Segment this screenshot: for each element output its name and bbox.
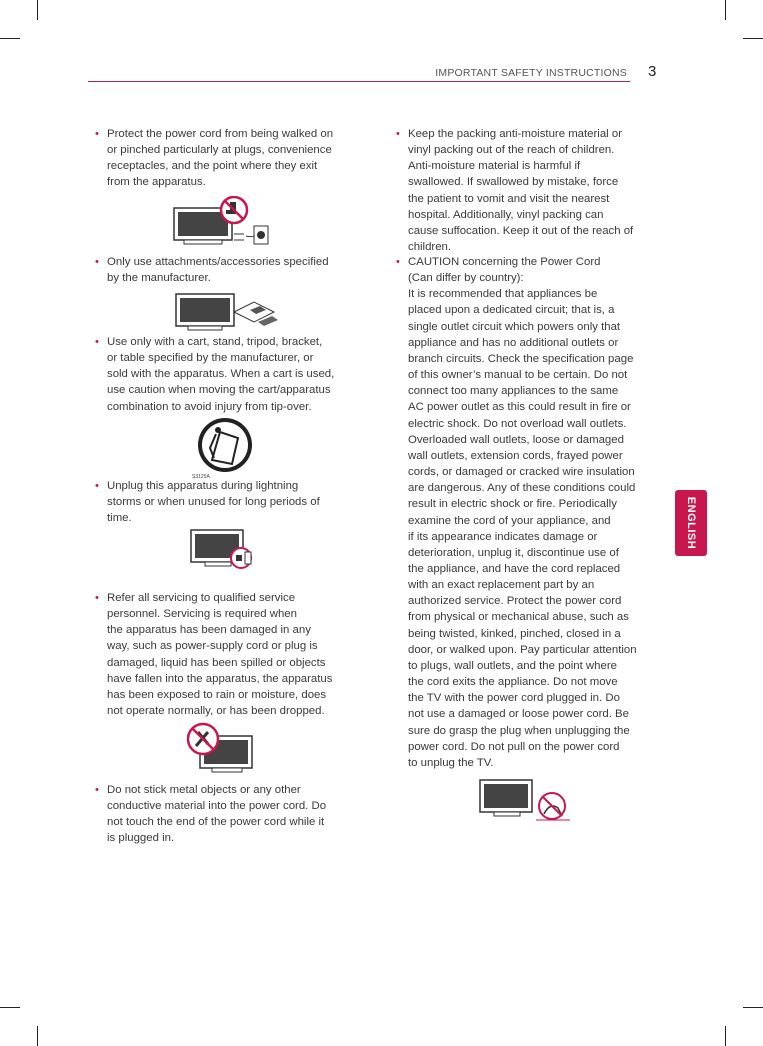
crop-mark xyxy=(37,1026,38,1046)
text-line: by the manufacturer. xyxy=(107,272,211,285)
right-column-bullet-item xyxy=(396,254,668,771)
text-line: It is recommended that appliances be xyxy=(408,288,598,301)
bullet-icon: • xyxy=(95,480,99,492)
text-line: Overloaded wall outlets, loose or damaged xyxy=(408,433,624,446)
left-column-bullet-item xyxy=(95,334,367,415)
text-line: result in electric shock or fire. Periodically xyxy=(408,498,617,511)
text-line: from the apparatus. xyxy=(107,176,206,189)
text-line: the patient to vomit and visit the nearest xyxy=(408,192,610,205)
text-line: AC power outlet as this could result in fire or xyxy=(408,401,631,414)
crop-mark xyxy=(37,0,38,20)
language-tab-label: ENGLISH xyxy=(685,496,697,550)
crop-mark xyxy=(0,38,20,39)
text-line: authorized service. Protect the power cord xyxy=(408,595,622,608)
text-line: if its appearance indicates damage or xyxy=(408,530,598,543)
text-line: the TV with the power cord plugged in. Do xyxy=(408,692,620,705)
tv-power-cord-illustration xyxy=(172,196,277,248)
left-column-bullet-item xyxy=(95,126,367,191)
text-line: door, or walked upon. Pay particular attention xyxy=(408,643,637,656)
text-line: wall outlets, extension cords, frayed power xyxy=(408,449,623,462)
text-line: to plugs, wall outlets, and the point where xyxy=(408,659,617,672)
text-line: has been exposed to rain or moisture, does xyxy=(107,688,327,701)
left-column-bullet-item xyxy=(95,254,367,286)
text-line: sure do grasp the plug when unplugging the xyxy=(408,724,630,737)
header-rule xyxy=(88,81,630,82)
crop-mark xyxy=(725,1026,726,1046)
text-line: Use only with a cart, stand, tripod, bracket, xyxy=(107,336,323,348)
text-line: storms or when unused for long periods of xyxy=(107,496,320,509)
tv-power-cord-caution-illustration xyxy=(478,778,572,824)
text-line: connect too many appliances to the same xyxy=(408,385,619,398)
bullet-icon: • xyxy=(95,784,99,796)
bullet-icon: • xyxy=(95,592,99,604)
text-line: hospital. Additionally, vinyl packing can xyxy=(408,208,604,221)
text-line: cause suffocation. Keep it out of the reach of xyxy=(408,224,634,237)
text-line: vinyl packing out of the reach of children. xyxy=(408,144,615,157)
text-line: from physical or mechanical abuse, such as xyxy=(408,611,629,624)
text-line: Do not stick metal objects or any other xyxy=(107,784,301,796)
text-line: being twisted, kinked, pinched, closed in a xyxy=(408,627,621,640)
text-line: not touch the end of the power cord while it xyxy=(107,816,325,829)
text-line: Keep the packing anti-moisture material or xyxy=(408,128,622,140)
text-line: placed upon a dedicated circuit; that is, a xyxy=(408,304,615,317)
text-line: Unplug this apparatus during lightning xyxy=(107,480,299,492)
text-line: have fallen into the apparatus, the apparatus xyxy=(107,672,333,685)
crop-mark xyxy=(743,1007,763,1008)
text-line: time. xyxy=(107,512,132,525)
text-line: the cord exits the appliance. Do not move xyxy=(408,676,618,689)
text-line: children. xyxy=(408,241,452,254)
text-line: receptacles, and the point where they exit xyxy=(107,160,318,173)
crop-mark xyxy=(0,1007,20,1008)
text-line: or table specified by the manufacturer, or xyxy=(107,352,314,365)
bullet-icon: • xyxy=(396,256,400,268)
text-line: is plugged in. xyxy=(107,832,175,845)
left-column-bullet-item xyxy=(95,478,367,526)
text-line: Refer all servicing to qualified service xyxy=(107,592,296,604)
text-line: the appliance, and have the cord replaced xyxy=(408,562,621,575)
text-line: not use a damaged or loose power cord. Be xyxy=(408,708,629,721)
text-line: CAUTION concerning the Power Cord xyxy=(408,256,601,268)
text-line: electric shock. Do not overload wall outlets. xyxy=(408,417,627,430)
text-line: are dangerous. Any of these conditions could xyxy=(408,482,636,495)
text-line: appliance and has no additional outlets or xyxy=(408,336,619,349)
text-line: cords, or damaged or cracked wire insulation xyxy=(408,466,635,479)
language-tab xyxy=(675,490,707,556)
cart-tip-over-warning-icon xyxy=(190,414,256,480)
text-line: use caution when moving the cart/apparatus xyxy=(107,384,331,397)
cart-label: S3125A xyxy=(192,474,210,480)
bullet-icon: • xyxy=(396,128,400,140)
text-line: sold with the apparatus. When a cart is used, xyxy=(107,368,335,381)
text-line: swallowed. If swallowed by mistake, force xyxy=(408,176,619,189)
text-line: way, such as power-supply cord or plug is xyxy=(107,640,318,653)
text-line: personnel. Servicing is required when xyxy=(107,608,297,621)
bullet-icon: • xyxy=(95,128,99,140)
text-line: deterioration, unplug it, discontinue use of xyxy=(408,546,619,559)
text-line: conductive material into the power cord. Do xyxy=(107,800,327,813)
crop-mark xyxy=(743,38,763,39)
page-number: 3 xyxy=(648,63,657,80)
tv-accessories-illustration xyxy=(174,292,284,332)
text-line: branch circuits. Check the specification page xyxy=(408,352,634,365)
text-line: of this owner’s manual to be certain. Do not xyxy=(408,369,628,382)
text-line: Anti-moisture material is harmful if xyxy=(408,160,581,173)
left-column-bullet-item xyxy=(95,590,367,719)
section-title: IMPORTANT SAFETY INSTRUCTIONS xyxy=(435,67,627,79)
unplug-lightning-illustration xyxy=(189,528,255,570)
text-line: combination to avoid injury from tip-over. xyxy=(107,400,312,413)
bullet-icon: • xyxy=(95,256,99,268)
no-self-servicing-illustration xyxy=(186,722,256,774)
text-line: examine the cord of your appliance, and xyxy=(408,514,611,527)
text-line: Protect the power cord from being walked on xyxy=(107,128,334,140)
text-line: Only use attachments/accessories specified xyxy=(107,256,329,268)
text-line: single outlet circuit which powers only that xyxy=(408,320,621,333)
left-column-bullet-item xyxy=(95,782,367,847)
text-line: with an exact replacement part by an xyxy=(408,579,595,592)
bullet-icon: • xyxy=(95,336,99,348)
text-line: or pinched particularly at plugs, convenience xyxy=(107,144,332,157)
text-line: to unplug the TV. xyxy=(408,756,494,769)
text-line: power cord. Do not pull on the power cord xyxy=(408,740,620,753)
right-column-bullet-item xyxy=(396,126,668,255)
text-line: (Can differ by country): xyxy=(408,272,524,285)
text-line: not operate normally, or has been dropped. xyxy=(107,705,325,718)
text-line: damaged, liquid has been spilled or objects xyxy=(107,656,326,669)
crop-mark xyxy=(725,0,726,20)
text-line: the apparatus has been damaged in any xyxy=(107,624,311,637)
